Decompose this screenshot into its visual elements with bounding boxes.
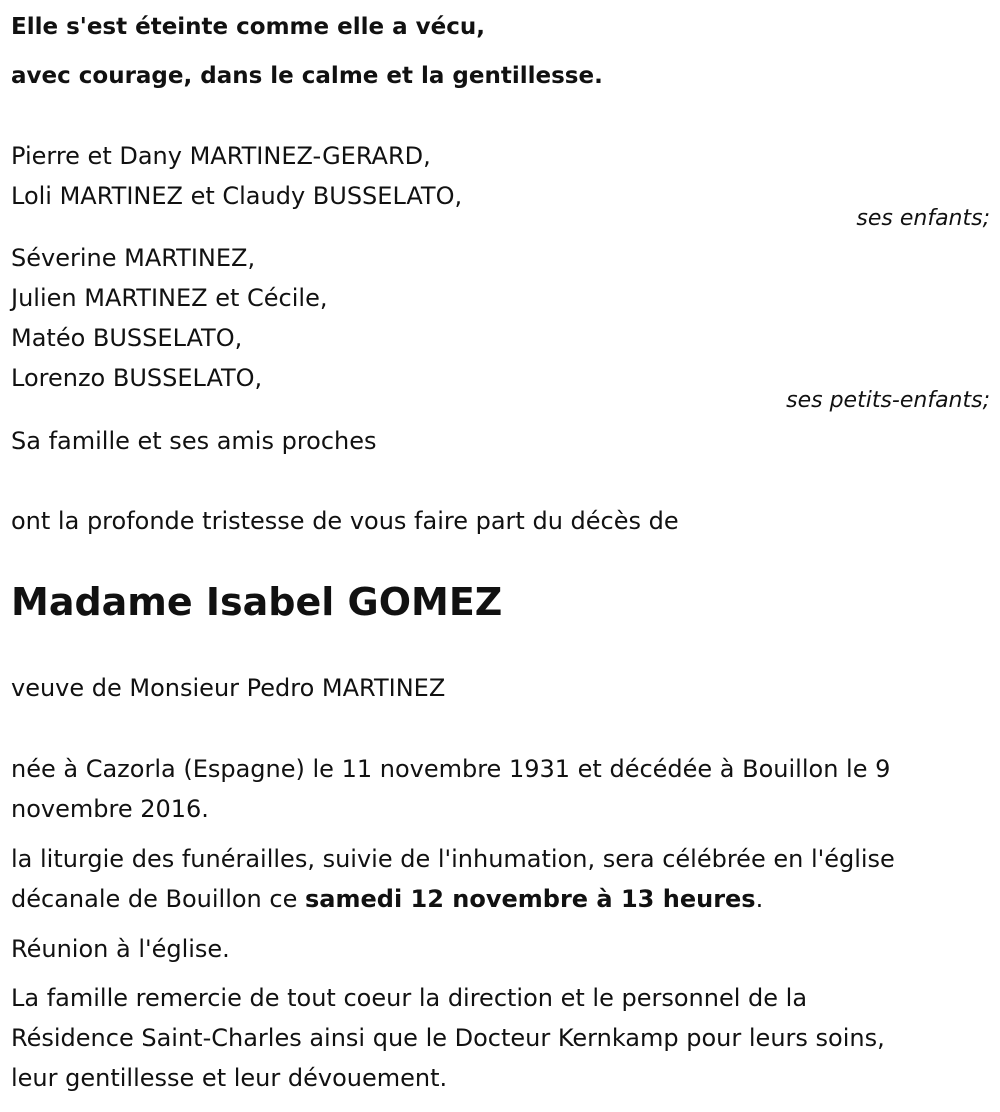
widow-of: veuve de Monsieur Pedro MARTINEZ: [11, 674, 446, 702]
grandchildren-role: ses petits-enfants;: [786, 388, 990, 413]
birth-death-line-1: née à Cazorla (Espagne) le 11 novembre 1931 et décédée à Bouillon le 9: [11, 755, 891, 783]
children-name-1: Pierre et Dany MARTINEZ-GERARD,: [11, 142, 431, 170]
announcement: ont la profonde tristesse de vous faire part du décès de: [11, 507, 679, 535]
grandchild-name-1: Séverine MARTINEZ,: [11, 244, 256, 272]
epigraph-line-2: avec courage, dans le calme et la gentillesse.: [11, 63, 603, 89]
grandchild-name-4: Lorenzo BUSSELATO,: [11, 364, 263, 392]
children-role: ses enfants;: [856, 206, 990, 231]
family-friends: Sa famille et ses amis proches: [11, 427, 377, 455]
funeral-line-2-prefix: décanale de Bouillon ce: [11, 885, 305, 913]
thanks-line-3: leur gentillesse et leur dévouement.: [11, 1064, 448, 1092]
funeral-line-2: [11, 879, 763, 919]
meeting-note: Réunion à l'église.: [11, 935, 230, 963]
thanks-line-2: Résidence Saint-Charles ainsi que le Docteur Kernkamp pour leurs soins,: [11, 1024, 885, 1052]
grandchild-name-3: Matéo BUSSELATO,: [11, 324, 243, 352]
funeral-date-time: samedi 12 novembre à 13 heures: [305, 885, 756, 913]
deceased-name: Madame Isabel GOMEZ: [11, 580, 503, 624]
children-name-2: Loli MARTINEZ et Claudy BUSSELATO,: [11, 182, 463, 210]
birth-death-line-2: novembre 2016.: [11, 795, 209, 823]
funeral-line-1: la liturgie des funérailles, suivie de l'inhumation, sera célébrée en l'église: [11, 845, 895, 873]
grandchild-name-2: Julien MARTINEZ et Cécile,: [11, 284, 328, 312]
funeral-line-2-suffix: .: [755, 885, 764, 913]
epigraph-line-1: Elle s'est éteinte comme elle a vécu,: [11, 14, 485, 40]
thanks-line-1: La famille remercie de tout coeur la direction et le personnel de la: [11, 984, 808, 1012]
